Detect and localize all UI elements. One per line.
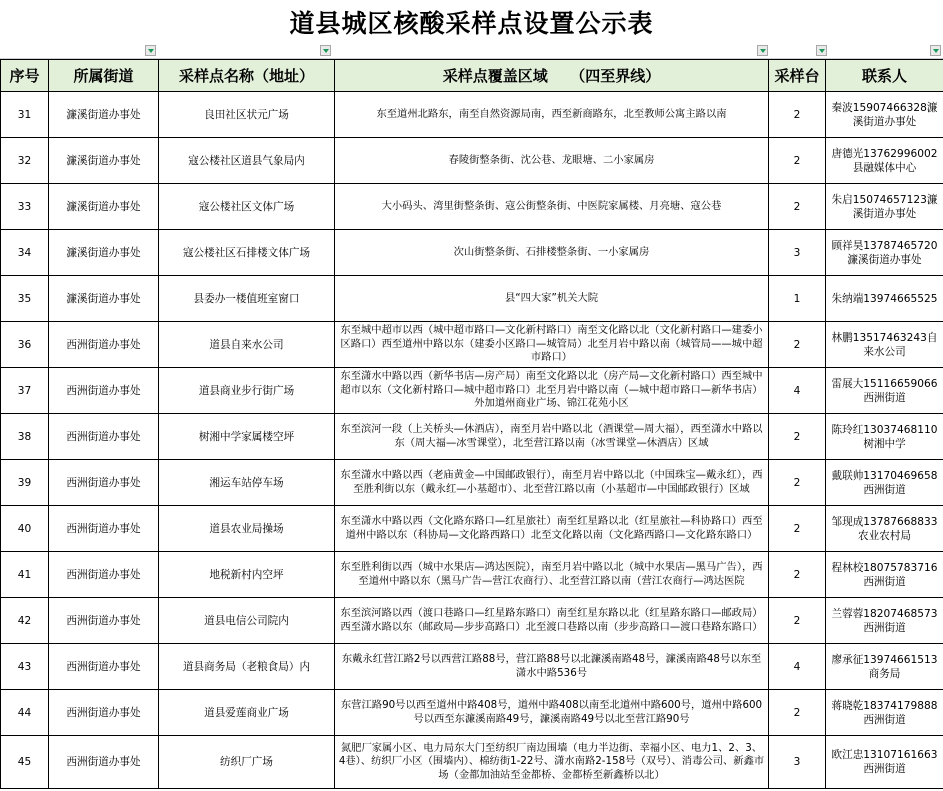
cell-street[interactable]: 西洲街道办事处 — [49, 736, 159, 789]
cell-contact[interactable]: 程林校18075783716西洲街道 — [826, 552, 943, 598]
cell-coverage[interactable]: 东戴永红营江路2号以西营江路88号，营江路88号以北濂溪南路48号，濂溪南路48号以东至潇水中路536号 — [335, 644, 769, 690]
table-row — [1, 230, 943, 276]
filter-dropdown-icon[interactable] — [816, 45, 827, 56]
cell-no[interactable]: 45 — [1, 736, 49, 789]
cell-site[interactable]: 道县农业局操场 — [159, 506, 335, 552]
cell-desks[interactable]: 2 — [769, 690, 826, 736]
cell-desks[interactable]: 3 — [769, 736, 826, 789]
cell-coverage[interactable]: 东至滨河一段（上关桥头—休酒店），南至月岩中路以北（酒课堂—周大福），西至潇水中路以东（周大福—冰雪课堂），北至营江路以南（冰雪课堂—休酒店）区域 — [335, 414, 769, 460]
cell-site[interactable]: 良田社区状元广场 — [159, 92, 335, 138]
cell-no[interactable]: 36 — [1, 322, 49, 368]
cell-desks[interactable]: 2 — [769, 460, 826, 506]
table-row — [1, 598, 943, 644]
cell-no[interactable]: 37 — [1, 368, 49, 414]
cell-street[interactable]: 濂溪街道办事处 — [49, 138, 159, 184]
cell-coverage[interactable]: 东至潇水中路以西（老庙黄金—中国邮政银行），南至月岩中路以北（中国珠宝—戴永红），西至胜利街以东（戴永红—小基超市）、北至营江路以南（小基超市—中国邮政银行）区域 — [335, 460, 769, 506]
cell-no[interactable]: 42 — [1, 598, 49, 644]
cell-contact[interactable]: 顾祥昊13787465720濂溪街道办事处 — [826, 230, 943, 276]
cell-site[interactable]: 道县商务局（老粮食局）内 — [159, 644, 335, 690]
cell-site[interactable]: 树湘中学家属楼空坪 — [159, 414, 335, 460]
cell-no[interactable]: 41 — [1, 552, 49, 598]
cell-coverage[interactable]: 县“四大家”机关大院 — [335, 276, 769, 322]
header-site[interactable]: 采样点名称（地址） — [159, 60, 335, 92]
cell-contact[interactable]: 秦波15907466328濂溪街道办事处 — [826, 92, 943, 138]
table-row — [1, 736, 943, 789]
filter-dropdown-icon[interactable] — [320, 45, 331, 56]
cell-coverage[interactable]: 春陵街整条街、沈公巷、龙眼塘、二小家属房 — [335, 138, 769, 184]
cell-no[interactable]: 31 — [1, 92, 49, 138]
cell-contact[interactable]: 朱纳端13974665525 — [826, 276, 943, 322]
table-row — [1, 414, 943, 460]
cell-street[interactable]: 西洲街道办事处 — [49, 552, 159, 598]
cell-site[interactable]: 道县电信公司院内 — [159, 598, 335, 644]
cell-coverage[interactable]: 东至城中超市以西（城中超市路口—文化新村路口）南至文化路以北（文化新村路口—建委小区路口）西至道州中路以东（建委小区路口—城管局）北至月岩中路以南（城管局——城中超市路口） — [335, 322, 769, 368]
cell-coverage[interactable]: 东至滨河路以西（渡口巷路口—红星路东路口）南至红星东路以北（红星路东路口—邮政局）西至潇水路以东（邮政局—步步高路口）北至渡口巷路以南（步步高路口—渡口巷路东路口） — [335, 598, 769, 644]
cell-contact[interactable]: 唐德光13762996002县融媒体中心 — [826, 138, 943, 184]
cell-street[interactable]: 濂溪街道办事处 — [49, 92, 159, 138]
cell-site[interactable]: 县委办一楼值班室窗口 — [159, 276, 335, 322]
cell-desks[interactable]: 2 — [769, 552, 826, 598]
filter-row — [0, 44, 943, 59]
cell-no[interactable]: 33 — [1, 184, 49, 230]
cell-contact[interactable]: 朱启15074657123濂溪街道办事处 — [826, 184, 943, 230]
cell-desks[interactable]: 3 — [769, 230, 826, 276]
table-row — [1, 368, 943, 414]
header-coverage[interactable]: 采样点覆盖区域 （四至界线） — [335, 60, 769, 92]
filter-dropdown-icon[interactable] — [757, 45, 768, 56]
cell-contact[interactable]: 蒋晓乾18374179888西洲街道 — [826, 690, 943, 736]
cell-site[interactable]: 道县爱莲商业广场 — [159, 690, 335, 736]
cell-site[interactable]: 地税新村内空坪 — [159, 552, 335, 598]
header-row — [1, 60, 943, 92]
cell-desks[interactable]: 4 — [769, 644, 826, 690]
cell-contact[interactable]: 陈玲红13037468110树湘中学 — [826, 414, 943, 460]
cell-contact[interactable]: 兰蓉蓉18207468573西洲街道 — [826, 598, 943, 644]
cell-site[interactable]: 湘运车站停车场 — [159, 460, 335, 506]
cell-no[interactable]: 38 — [1, 414, 49, 460]
filter-dropdown-icon[interactable] — [930, 45, 941, 56]
cell-contact[interactable]: 邹现成13787668833农业农村局 — [826, 506, 943, 552]
cell-contact[interactable]: 雷展大15116659066西洲街道 — [826, 368, 943, 414]
cell-site[interactable]: 寇公楼社区道县气象局内 — [159, 138, 335, 184]
table-row — [1, 322, 943, 368]
cell-coverage[interactable]: 东至潇水中路以西（文化路东路口—红星旅社）南至红星路以北（红星旅社—科协路口）西至道州中路以东（科协局—文化路西路口）北至文化路以南（文化路西路口—文化路东路口） — [335, 506, 769, 552]
cell-street[interactable]: 西洲街道办事处 — [49, 322, 159, 368]
cell-street[interactable]: 濂溪街道办事处 — [49, 230, 159, 276]
cell-contact[interactable]: 戴联帅13170469658西洲街道 — [826, 460, 943, 506]
cell-street[interactable]: 濂溪街道办事处 — [49, 276, 159, 322]
cell-desks[interactable]: 2 — [769, 322, 826, 368]
cell-coverage[interactable]: 东至潇水中路以西（新华书店—房产局）南至文化路以北（房产局—文化新村路口）西至城中超市以东（文化新村路口—城中超市路口）北至月岩中路以南（—城中超市路口—新华书店）外加道州商业广场、锦江花苑小区 — [335, 368, 769, 414]
cell-site[interactable]: 寇公楼社区文体广场 — [159, 184, 335, 230]
cell-contact[interactable]: 林鹏13517463243自来水公司 — [826, 322, 943, 368]
cell-street[interactable]: 西洲街道办事处 — [49, 598, 159, 644]
cell-no[interactable]: 43 — [1, 644, 49, 690]
header-contact[interactable]: 联系人 — [826, 60, 943, 92]
cell-street[interactable]: 西洲街道办事处 — [49, 368, 159, 414]
table-row — [1, 690, 943, 736]
cell-no[interactable]: 44 — [1, 690, 49, 736]
cell-coverage[interactable]: 大小码头、湾里街整条街、寇公街整条街、中医院家属楼、月亮塘、寇公巷 — [335, 184, 769, 230]
header-street[interactable]: 所属街道 — [49, 60, 159, 92]
cell-desks[interactable]: 4 — [769, 368, 826, 414]
cell-street[interactable]: 西洲街道办事处 — [49, 506, 159, 552]
table-row — [1, 552, 943, 598]
cell-desks[interactable]: 1 — [769, 276, 826, 322]
cell-coverage[interactable]: 次山街整条街、石排楼整条街、一小家属房 — [335, 230, 769, 276]
cell-no[interactable]: 35 — [1, 276, 49, 322]
header-desks[interactable]: 采样台 — [769, 60, 826, 92]
cell-site[interactable]: 纺织厂广场 — [159, 736, 335, 789]
cell-contact[interactable]: 欧江忠13107161663西洲街道 — [826, 736, 943, 789]
table-row — [1, 276, 943, 322]
cell-street[interactable]: 西洲街道办事处 — [49, 644, 159, 690]
filter-dropdown-icon[interactable] — [145, 45, 156, 56]
cell-desks[interactable]: 2 — [769, 506, 826, 552]
cell-desks[interactable]: 2 — [769, 414, 826, 460]
cell-site[interactable]: 道县自来水公司 — [159, 322, 335, 368]
cell-contact[interactable]: 廖承征13974661513商务局 — [826, 644, 943, 690]
cell-desks[interactable]: 2 — [769, 184, 826, 230]
cell-no[interactable]: 40 — [1, 506, 49, 552]
cell-no[interactable]: 39 — [1, 460, 49, 506]
header-no[interactable]: 序号 — [1, 60, 49, 92]
cell-street[interactable]: 西洲街道办事处 — [49, 690, 159, 736]
cell-desks[interactable]: 2 — [769, 92, 826, 138]
cell-desks[interactable]: 2 — [769, 138, 826, 184]
cell-no[interactable]: 32 — [1, 138, 49, 184]
table-row — [1, 92, 943, 138]
table-row — [1, 460, 943, 506]
table-row — [1, 506, 943, 552]
cell-street[interactable]: 西洲街道办事处 — [49, 414, 159, 460]
sampling-sites-table — [0, 59, 943, 789]
cell-site[interactable]: 寇公楼社区石排楼文体广场 — [159, 230, 335, 276]
cell-coverage[interactable]: 东营江路90号以西至道州中路408号，道州中路408以南至北道州中路600号，道州中路600号以西至东濂溪南路49号，濂溪南路49号以北至营江路90号 — [335, 690, 769, 736]
cell-coverage[interactable]: 东至胜利街以西（城中水果店—鸿达医院），南至月岩中路以北（城中水果店—黑马广告），西至道州中路以东（黑马广告—营江农商行）、北至营江路以南（营江农商行—鸿达医院 — [335, 552, 769, 598]
cell-coverage[interactable]: 氮肥厂家属小区、电力局东大门至纺织厂南边围墙（电力半边街、幸福小区、电力1、2、3、4巷）、纺织厂小区（围墙内）、棉纺街1-22号、潇水南路2-158号（双号）、消毒公司、新鑫市场（金都加油站至金都桥、金都桥至新鑫桥以北） — [335, 736, 769, 789]
table-row — [1, 644, 943, 690]
cell-no[interactable]: 34 — [1, 230, 49, 276]
table-row — [1, 138, 943, 184]
cell-street[interactable]: 西洲街道办事处 — [49, 460, 159, 506]
cell-street[interactable]: 濂溪街道办事处 — [49, 184, 159, 230]
cell-coverage[interactable]: 东至道州北路东，南至自然资源局南，西至新商路东，北至教师公寓主路以南 — [335, 92, 769, 138]
sheet-title: 道县城区核酸采样点设置公示表 — [289, 9, 654, 38]
cell-site[interactable]: 道县商业步行街广场 — [159, 368, 335, 414]
table-row — [1, 184, 943, 230]
cell-desks[interactable]: 2 — [769, 598, 826, 644]
